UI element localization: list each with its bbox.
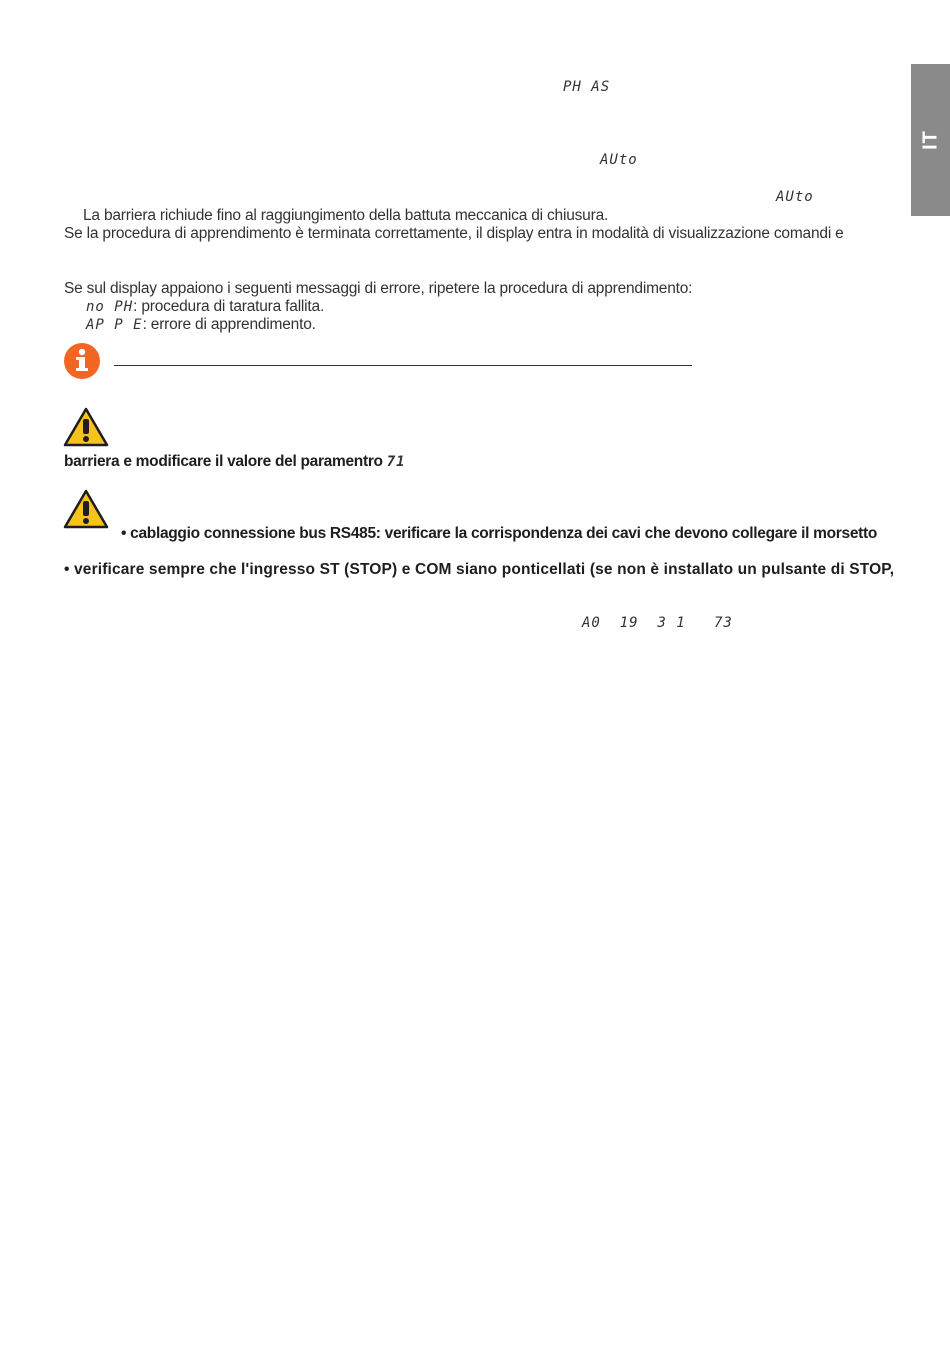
- error-text-1: : procedura di taratura fallita.: [133, 298, 325, 315]
- info-icon: [64, 343, 100, 379]
- warning-1-label: barriera e modificare il valore del paramentro: [64, 453, 383, 470]
- warning-icon: [63, 407, 109, 447]
- error-code-ap-p-e: AP P E: [86, 317, 143, 333]
- warning-3-text: • verificare sempre che l'ingresso ST (STOP) e COM siano ponticellati (se non è installato un pulsante di STOP,: [64, 561, 895, 578]
- closing-line: La barriera richiude fino al raggiungimento della battuta meccanica di chiusura.: [83, 207, 609, 224]
- error-code-no-ph: no PH: [86, 299, 134, 315]
- error-intro: Se sul display appaiono i seguenti messaggi di errore, ripetere la procedura di apprendimento:: [64, 280, 693, 297]
- success-line: Se la procedura di apprendimento è terminata correttamente, il display entra in modalità di visualizzazione comandi e: [64, 225, 844, 242]
- display-code-sequence: A0 19 3 1 73: [582, 615, 733, 631]
- error-text-2: : errore di apprendimento.: [142, 316, 316, 333]
- info-rule: [114, 365, 692, 366]
- display-code-71: 71: [386, 454, 406, 470]
- language-tab-label: IT: [919, 130, 941, 150]
- error-item-2: [86, 316, 316, 334]
- error-item-1: [86, 298, 324, 316]
- language-tab: [911, 64, 950, 216]
- warning-1-text: [64, 453, 406, 471]
- warning-icon-2: [63, 489, 109, 529]
- display-code-phas: PH AS: [563, 79, 611, 95]
- warning-2-text: • cablaggio connessione bus RS485: verificare la corrispondenza dei cavi che devono collegare il morsetto: [121, 525, 878, 542]
- display-code-auto-2: AUto: [776, 189, 814, 205]
- display-code-auto: AUto: [600, 152, 638, 168]
